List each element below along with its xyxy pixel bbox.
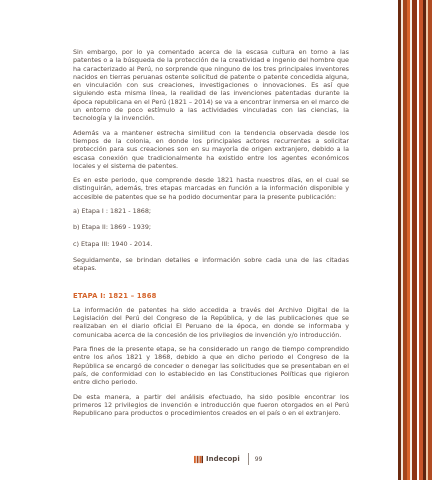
body-text	[73, 48, 349, 423]
paragraph: Sin embargo, por lo ya comentado acerca de la escasa cultura en torno a las patentes o a la búsqueda de la protección de la creatividad e ingenio del hombre que ha caracterizado al Perú, no sorprende que ninguno de los tres principales inventores nacidos en tierras peruanas ostente solicitud de patente o patente concedida alguna, en vinculación con sus creaciones, investigaciones o innovaciones. Es así que siguiendo esta misma línea, la realidad de las invenciones patentadas durante la época republicana en el Perú (1821 – 2014) se va a encontrar inmersa en el marco de un entorno de poco estímulo a las actividades vinculadas con las ciencias, la tecnología y la invención.	[73, 48, 349, 123]
paragraph: Además va a mantener estrecha similitud con la tendencia observada desde los tiempos de la colonia, en donde los principales actores recurrentes a solicitar protección para sus creaciones son en su mayoría de origen extranjero, debido a la escasa conexión que tradicionalmente ha existido entre los agentes económicos locales y el sistema de patentes.	[73, 128, 349, 170]
decorative-stripes	[398, 0, 432, 480]
stage-item: b) Etapa II: 1869 - 1939;	[73, 223, 152, 232]
section-heading: ETAPA I: 1821 – 1868	[73, 291, 157, 300]
footer-divider	[248, 453, 249, 465]
stage-item: a) Etapa I : 1821 - 1868;	[73, 207, 152, 216]
paragraph: La información de patentes ha sido accedida a través del Archivo Digital de la Legislación del Perú del Congreso de la República, y de las publicaciones que se realizaban en el diario oficial El Peruano de la época, en donde se informaba y comunicaba acerca de la concesión de los privilegios de invención y/o introducción.	[73, 305, 349, 339]
paragraph: De esta manera, a partir del análisis efectuado, ha sido posible encontrar los primeros 12 privilegios de invención e introducción que fueron otorgados en el Perú Republicano para productos o procedimientos creados en el país o en el extranjero.	[73, 392, 349, 418]
page-footer	[194, 452, 262, 466]
page-number: 99	[254, 455, 263, 463]
paragraph: Para fines de la presente etapa, se ha considerado un rango de tiempo comprendido entre los años 1821 y 1868, debido a que en dicho periodo el Congreso de la República se encargó de conceder o denegar las solicitudes que se presentaban en el país, de conformidad con lo establecido en las Constituciones Políticas que rigieron entre dicho periodo.	[73, 345, 349, 387]
indecopi-logo-icon	[194, 455, 203, 464]
stripe	[428, 0, 432, 480]
logo-text: Indecopi	[206, 455, 240, 463]
indecopi-logo	[194, 455, 240, 464]
paragraph: Seguidamente, se brindan detalles e información sobre cada una de las citadas etapas.	[73, 255, 349, 273]
paragraph: Es en este periodo, que comprende desde 1821 hasta nuestros días, en el cual se distinguirán, además, tres etapas marcadas en función a la información disponible y accesible de patentes que se ha podido documentar para la presente publicación:	[73, 176, 349, 201]
stage-item: c) Etapa III: 1940 - 2014.	[73, 239, 153, 248]
